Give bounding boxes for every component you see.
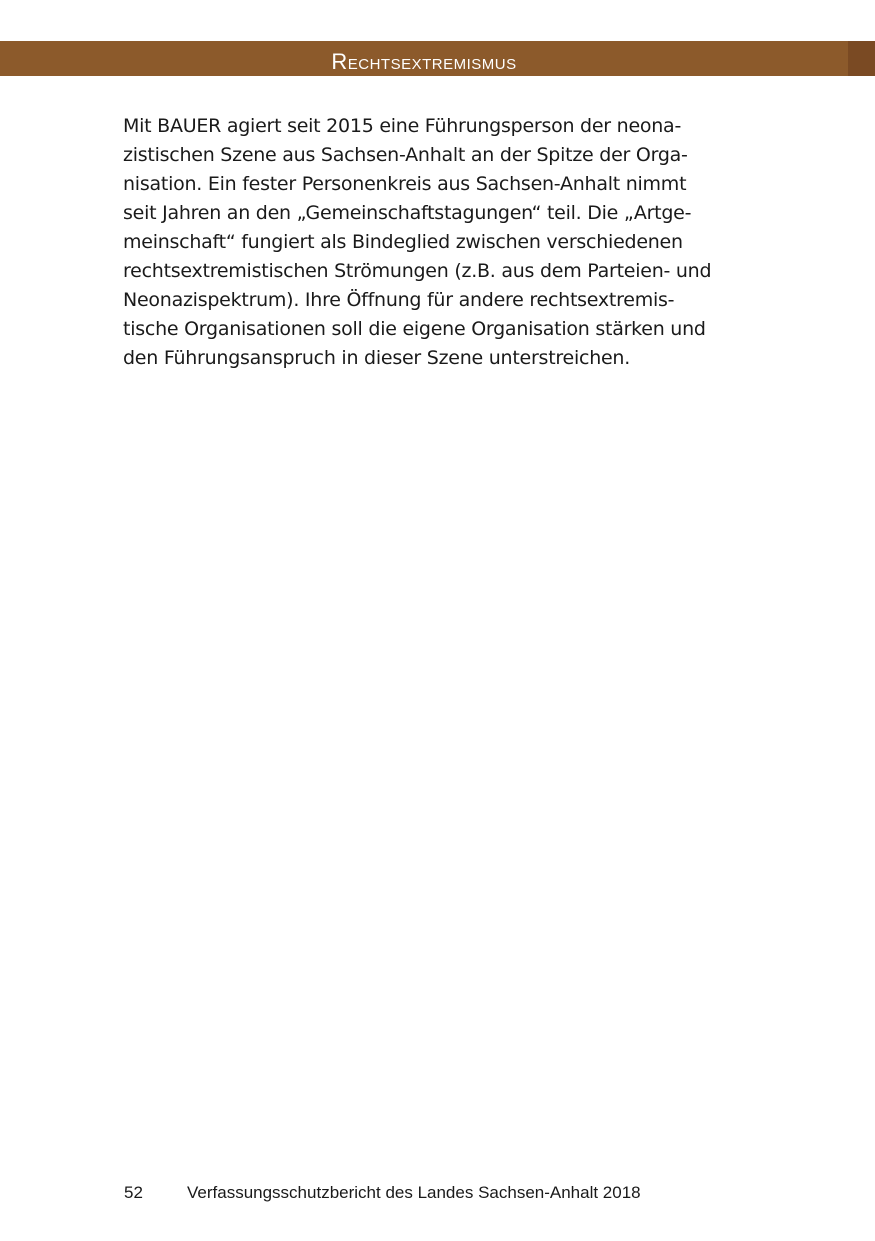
paragraph-line: meinschaft“ fungiert als Bindeglied zwischen verschiedenen — [123, 231, 683, 253]
section-header-band — [0, 41, 848, 76]
paragraph-line: Neonazispektrum). Ihre Öffnung für andere rechtsextremis- — [123, 289, 675, 311]
paragraph-line: tische Organisationen soll die eigene Organisation stärken und — [123, 318, 706, 340]
paragraph-line: den Führungsanspruch in dieser Szene unterstreichen. — [123, 347, 631, 369]
publication-title: Verfassungsschutzbericht des Landes Sachsen-Anhalt 2018 — [187, 1183, 641, 1202]
paragraph-line: nisation. Ein fester Personenkreis aus Sachsen-Anhalt nimmt — [123, 173, 687, 195]
header-accent-block — [848, 41, 875, 76]
page-footer — [124, 1183, 641, 1203]
body-paragraph — [123, 112, 753, 373]
page-number: 52 — [124, 1183, 143, 1202]
paragraph-line: rechtsextremistischen Strömungen (z.B. aus dem Parteien- und — [123, 260, 712, 282]
paragraph-line: seit Jahren an den „Gemeinschaftstagungen“ teil. Die „Artge- — [123, 202, 692, 224]
paragraph-line: Mit BAUER agiert seit 2015 eine Führungsperson der neona- — [123, 115, 682, 137]
paragraph-line: zistischen Szene aus Sachsen-Anhalt an der Spitze der Orga- — [123, 144, 688, 166]
section-title: Rechtsextremismus — [331, 48, 517, 74]
